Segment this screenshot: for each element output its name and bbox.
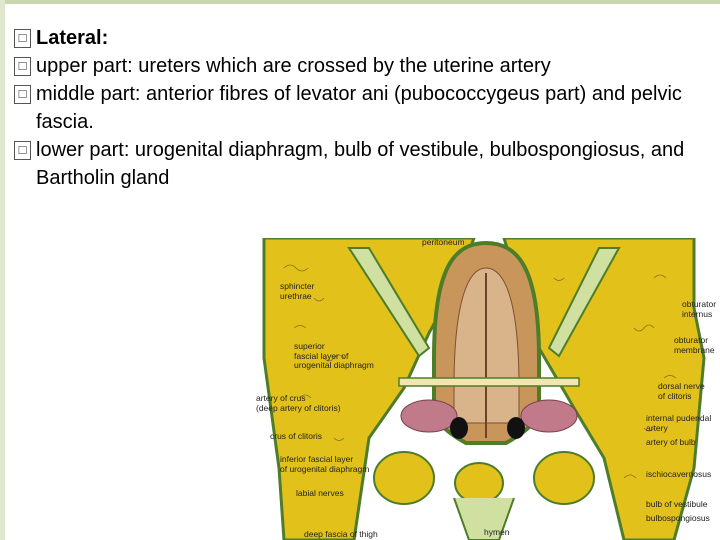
bullet-list [14,24,714,192]
bullet-item-middle [14,80,714,136]
label-hymen: hymen [484,527,510,537]
anatomy-figure [254,238,720,540]
label-labial-nerves: labial nerves [296,488,344,498]
bullet-item-lower [14,136,714,192]
bullet-box-icon: ☐ [14,29,31,48]
bullet-heading: Lateral: [36,27,109,49]
bullet-box-icon: ☐ [14,85,31,104]
label-deep-fascia-thigh: deep fascia of thigh [304,529,378,539]
label-bulb-of-vestibule: bulb of vestibule [646,499,708,509]
label-crus-of-clitoris: crus of clitoris [270,431,322,441]
label-artery-of-bulb: artery of bulb [646,437,696,447]
bullet-text: lower part: urogenital diaphragm, bulb of vestibule, bulbospongiosus, and Bartholin gland [36,139,685,189]
label-artery-of-crus: artery of crus (deep artery of clitoris) [256,393,341,413]
label-bulbospongiosus: bulbospongiosus [646,513,710,523]
label-dorsal-nerve: dorsal nerve of clitoris [658,381,705,401]
label-internal-pudendal-artery: internal pudendal artery [646,413,712,433]
label-obturator-internus: obturator internus [682,299,717,319]
label-peritoneum: peritoneum [422,238,465,247]
label-ischiocavernosus: ischiocavernosus [646,469,712,479]
bullet-text: upper part: ureters which are crossed by the uterine artery [36,55,551,77]
slide-top-rule [0,0,720,4]
bullet-item-upper [14,52,714,80]
label-inferior-fascial-layer: inferior fascial layer of urogenital diaphragm [280,454,370,474]
label-sphincter-urethrae: sphincter urethrae [280,281,315,301]
bullet-box-icon: ☐ [14,57,31,76]
label-obturator-membrane: obturator membrane [674,335,715,355]
label-superior-fascial-layer: superior fascial layer of urogenital diaphragm [294,341,374,370]
slide-left-rule [0,0,5,540]
bullet-box-icon: ☐ [14,141,31,160]
bullet-text: middle part: anterior fibres of levator ani (pubococcygeus part) and pelvic fascia. [36,83,682,133]
bullet-item-lateral [14,24,714,52]
